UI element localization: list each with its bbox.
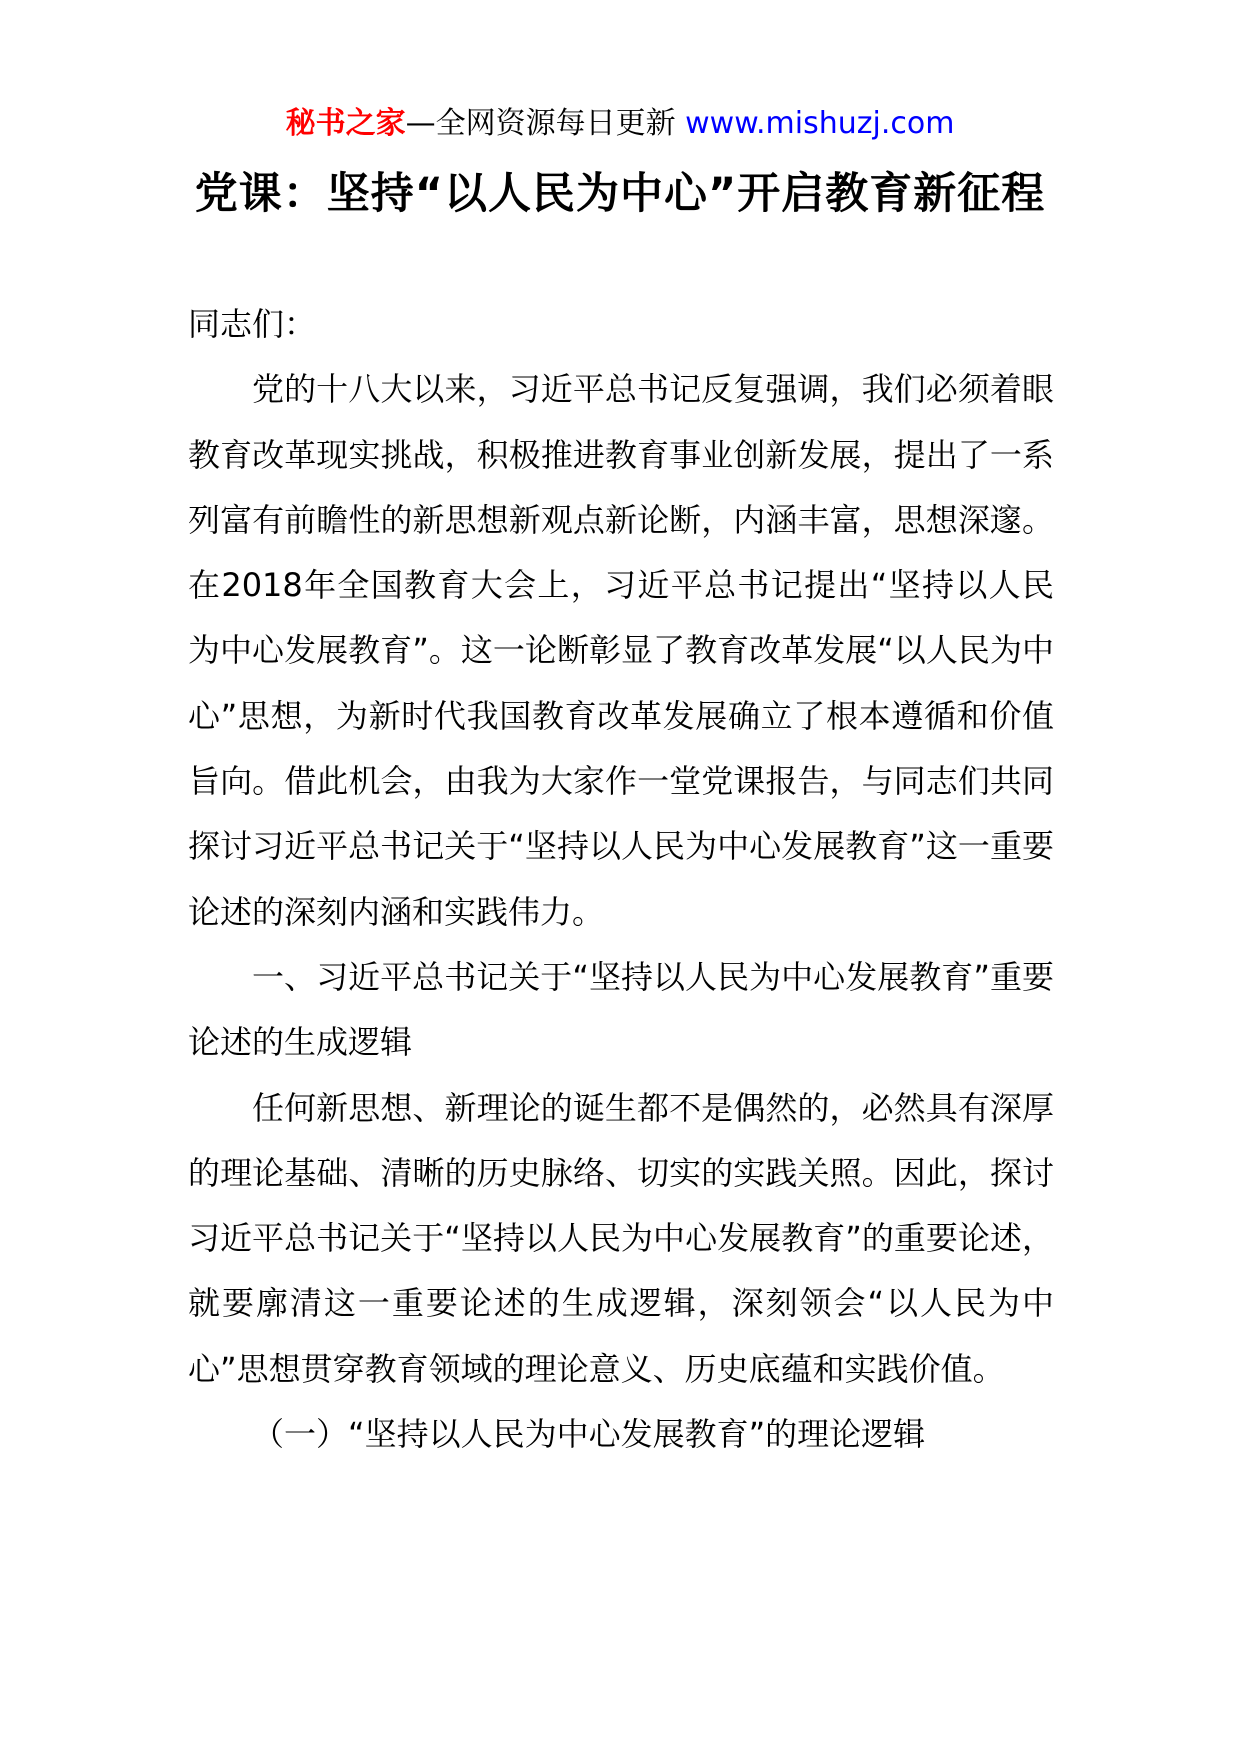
site-url-link[interactable]: www.mishuzj.com (685, 106, 955, 141)
section-heading-1: 一、习近平总书记关于“坚持以人民为中心发展教育”重要论述的生成逻辑 (188, 957, 1054, 1062)
paragraph-intro: 党的十八大以来，习近平总书记反复强调，我们必须着眼教育改革现实挑战，积极推进教育事业创新发展，提出了一系列富有前瞻性的新思想新观点新论断，内涵丰富，思想深邃。在2018年全国教育大会上，习近平总书记提出“坚持以人民为中心发展教育”。这一论断彰显了教育改革发展“以人民为中心”思想，为新时代我国教育改革发展确立了根本遵循和价值旨向。借此机会，由我为大家作一堂党课报告，与同志们共同探讨习近平总书记关于“坚持以人民为中心发展教育”这一重要论述的深刻内涵和实践伟力。 (188, 370, 1054, 931)
document-title: 党课：坚持“以人民为中心”开启教育新征程 (194, 169, 1046, 219)
subsection-heading-1: （一）“坚持以人民为中心发展教育”的理论逻辑 (252, 1415, 926, 1454)
site-brand: 秘书之家 (285, 106, 406, 141)
site-slogan: —全网资源每日更新 (405, 106, 686, 141)
document-body (188, 292, 1054, 1467)
site-header (0, 100, 1240, 148)
salutation: 同志们： (188, 305, 317, 343)
paragraph-section-1: 任何新思想、新理论的诞生都不是偶然的，必然具有深厚的理论基础、清晰的历史脉络、切实的实践关照。因此，探讨习近平总书记关于“坚持以人民为中心发展教育”的重要论述，就要廓清这一重要论述的生成逻辑，深刻领会“以人民为中心”思想贯穿教育领域的理论意义、历史底蕴和实践价值。 (188, 1088, 1054, 1388)
